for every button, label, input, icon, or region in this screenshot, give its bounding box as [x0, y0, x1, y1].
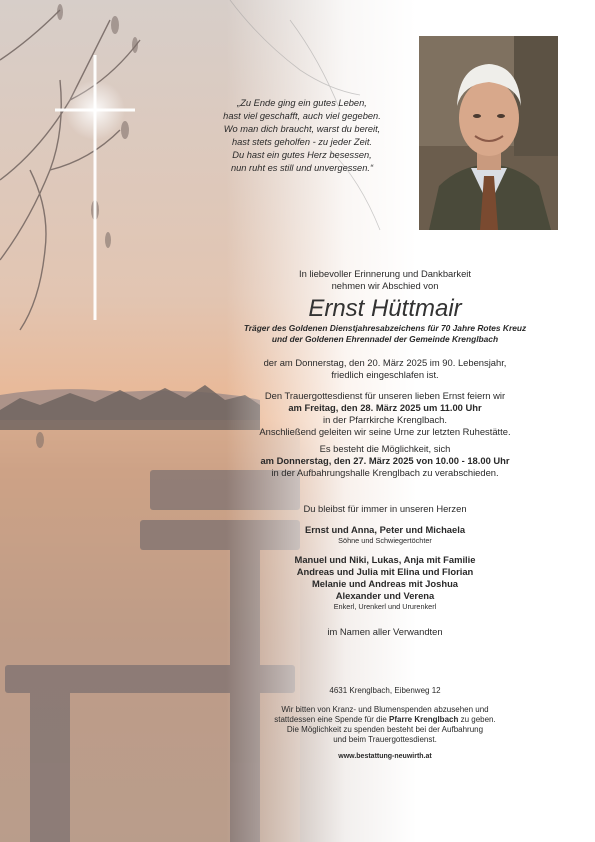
service-line: Anschließend geleiten wir seine Urne zur letzten Ruhestätte. — [259, 426, 511, 437]
poem-line: Wo man dich braucht, warst du bereit, — [223, 124, 381, 134]
donation-text: zu geben. — [458, 715, 496, 724]
portrait-image — [419, 36, 558, 230]
deceased-name: Ernst Hüttmair — [308, 295, 462, 322]
donation-recipient: Pfarre Krenglbach — [389, 715, 459, 724]
intro-line: nehmen wir Abschied von — [331, 280, 439, 291]
website-link[interactable]: www.bestattung-neuwirth.at — [338, 753, 432, 760]
donation-line: Die Möglichkeit zu spenden besteht bei der Aufbahrung — [286, 725, 484, 734]
service-line: Den Trauergottesdienst für unseren lieben Ernst feiern wir — [264, 390, 506, 401]
announcement — [200, 268, 570, 760]
donation-line: Wir bitten von Kranz- und Blumenspenden abzusehen und — [281, 705, 489, 714]
poem — [172, 97, 432, 175]
poem-line: nun ruht es still und unvergessen.“ — [230, 163, 374, 173]
family-children-label: Söhne und Schwiegertöchter — [338, 536, 432, 545]
viewing-line: in der Aufbahrungshalle Krenglbach zu verabschieden. — [271, 467, 499, 478]
portrait-photo — [419, 36, 558, 230]
family-grandchildren: Andreas und Julia mit Elina und Florian — [296, 566, 474, 577]
donation-line — [200, 715, 570, 725]
family-children: Ernst und Anna, Peter und Michaela — [304, 524, 466, 535]
service-date: am Freitag, den 28. März 2025 um 11.00 Uhr — [288, 402, 482, 413]
death-line: friedlich eingeschlafen ist. — [331, 369, 439, 380]
family-grandchildren: Alexander und Verena — [335, 590, 435, 601]
relatives-line: im Namen aller Verwandten — [327, 626, 443, 637]
farewell-line: Du bleibst für immer in unseren Herzen — [303, 503, 467, 514]
family-grandchildren: Melanie und Andreas mit Joshua — [311, 578, 459, 589]
poem-line: Du hast ein gutes Herz besessen, — [232, 150, 372, 160]
service-line: in der Pfarrkirche Krenglbach. — [322, 414, 448, 425]
poem-line: hast viel geschafft, auch viel gegeben. — [223, 111, 381, 121]
intro-line: In liebevoller Erinnerung und Dankbarkeit — [299, 268, 471, 279]
viewing-line: Es besteht die Möglichkeit, sich — [319, 443, 451, 454]
viewing-date: am Donnerstag, den 27. März 2025 von 10.00 - 18.00 Uhr — [260, 455, 510, 466]
donation-text: stattdessen eine Spende für die — [274, 715, 389, 724]
family-grandchildren: Manuel und Niki, Lukas, Anja mit Familie — [294, 554, 476, 565]
address: 4631 Krenglbach, Eibenweg 12 — [329, 686, 441, 695]
poem-line: „Zu Ende ging ein gutes Leben, — [237, 98, 367, 108]
family-grandchildren-label: Enkerl, Urenkerl und Ururenkerl — [333, 602, 437, 611]
poem-line: hast stets geholfen - zu jeder Zeit. — [231, 137, 373, 147]
honor-line: und der Goldenen Ehrennadel der Gemeinde Krenglbach — [271, 334, 499, 344]
donation-line: und beim Trauergottesdienst. — [333, 735, 437, 744]
death-line: der am Donnerstag, den 20. März 2025 im 90. Lebensjahr, — [263, 357, 507, 368]
honor-line: Träger des Goldenen Dienstjahresabzeichens für 70 Jahre Rotes Kreuz — [243, 323, 527, 333]
